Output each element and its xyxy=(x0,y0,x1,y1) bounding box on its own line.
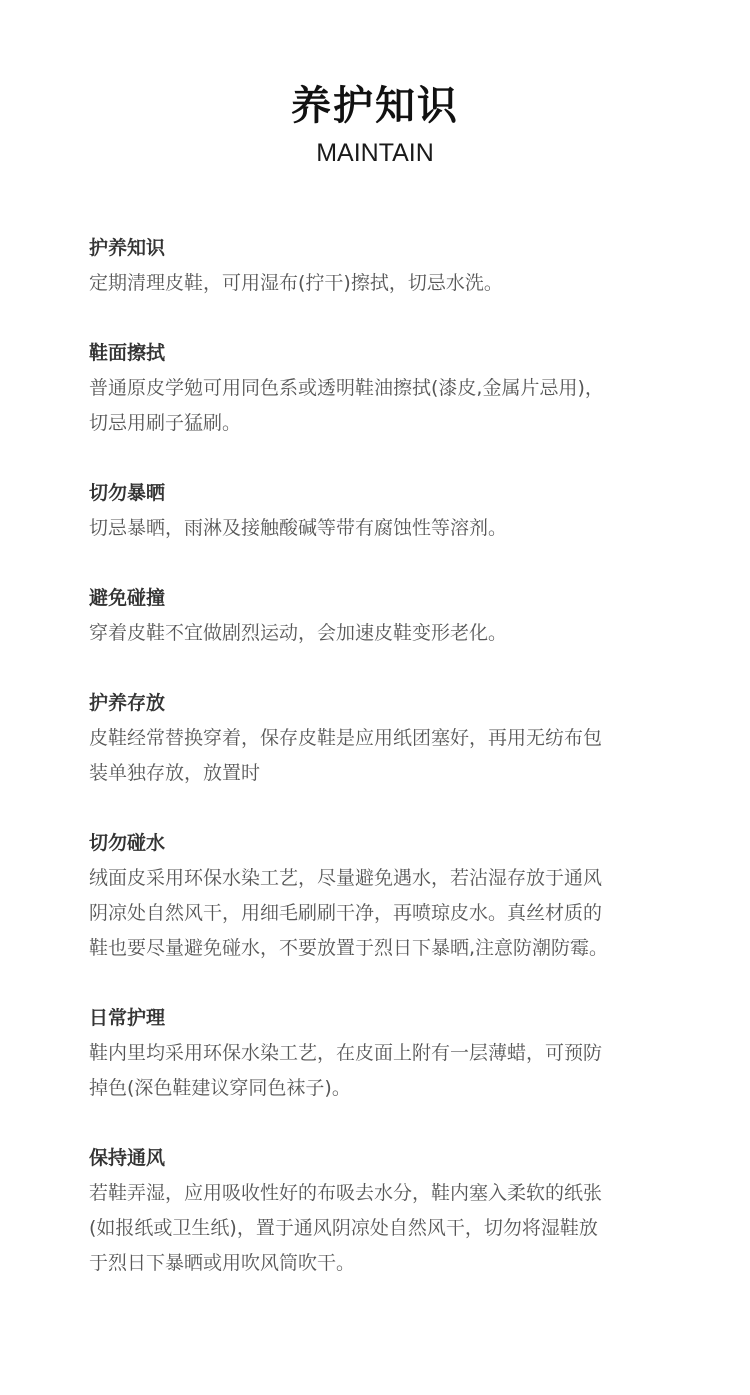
page-title: 养护知识 xyxy=(291,83,459,129)
page-header xyxy=(0,80,750,168)
care-section xyxy=(89,1142,669,1281)
care-section xyxy=(89,827,669,966)
section-title: 切勿暴晒 xyxy=(89,482,166,504)
section-body: 定期清理皮鞋，可用湿布(拧干)擦拭，切忌水洗。 xyxy=(89,272,503,294)
care-section xyxy=(89,687,669,791)
section-body: 皮鞋经常替换穿着，保存皮鞋是应用纸团塞好，再用无纺布包 装单独存放，放置时 xyxy=(89,727,603,784)
section-title: 保持通风 xyxy=(89,1147,166,1169)
care-section xyxy=(89,1002,669,1106)
care-section xyxy=(89,232,669,301)
section-title: 护养知识 xyxy=(89,237,166,259)
care-section xyxy=(89,477,669,546)
care-section xyxy=(89,582,669,651)
section-body: 穿着皮鞋不宜做剧烈运动，会加速皮鞋变形老化。 xyxy=(89,622,508,644)
section-body: 普通原皮学勉可用同色系或透明鞋油擦拭(漆皮,金属片忌用)， 切忌用刷子猛刷。 xyxy=(89,377,604,434)
section-body: 切忌暴晒，雨淋及接触酸碱等带有腐蚀性等溶剂。 xyxy=(89,517,508,539)
page-subtitle: MAINTAIN xyxy=(316,139,434,167)
section-title: 鞋面擦拭 xyxy=(89,342,166,364)
care-section xyxy=(89,337,669,441)
care-sections xyxy=(89,232,669,1317)
section-title: 避免碰撞 xyxy=(89,587,166,609)
section-title: 日常护理 xyxy=(89,1007,166,1029)
section-body: 绒面皮采用环保水染工艺，尽量避免遇水，若沾湿存放于通风 阴凉处自然风干，用细毛刷刷干净，再喷琼皮水。真丝材质的 鞋也要尽量避免碰水，不要放置于烈日下暴晒,注意防潮防霉。 xyxy=(89,867,609,959)
section-title: 切勿碰水 xyxy=(89,832,166,854)
section-title: 护养存放 xyxy=(89,692,166,714)
section-body: 若鞋弄湿，应用吸收性好的布吸去水分，鞋内塞入柔软的纸张 (如报纸或卫生纸)，置于通风阴凉处自然风干，切勿将湿鞋放 于烈日下暴晒或用吹风筒吹干。 xyxy=(89,1182,603,1274)
section-body: 鞋内里均采用环保水染工艺，在皮面上附有一层薄蜡，可预防 掉色(深色鞋建议穿同色袜子)。 xyxy=(89,1042,603,1099)
